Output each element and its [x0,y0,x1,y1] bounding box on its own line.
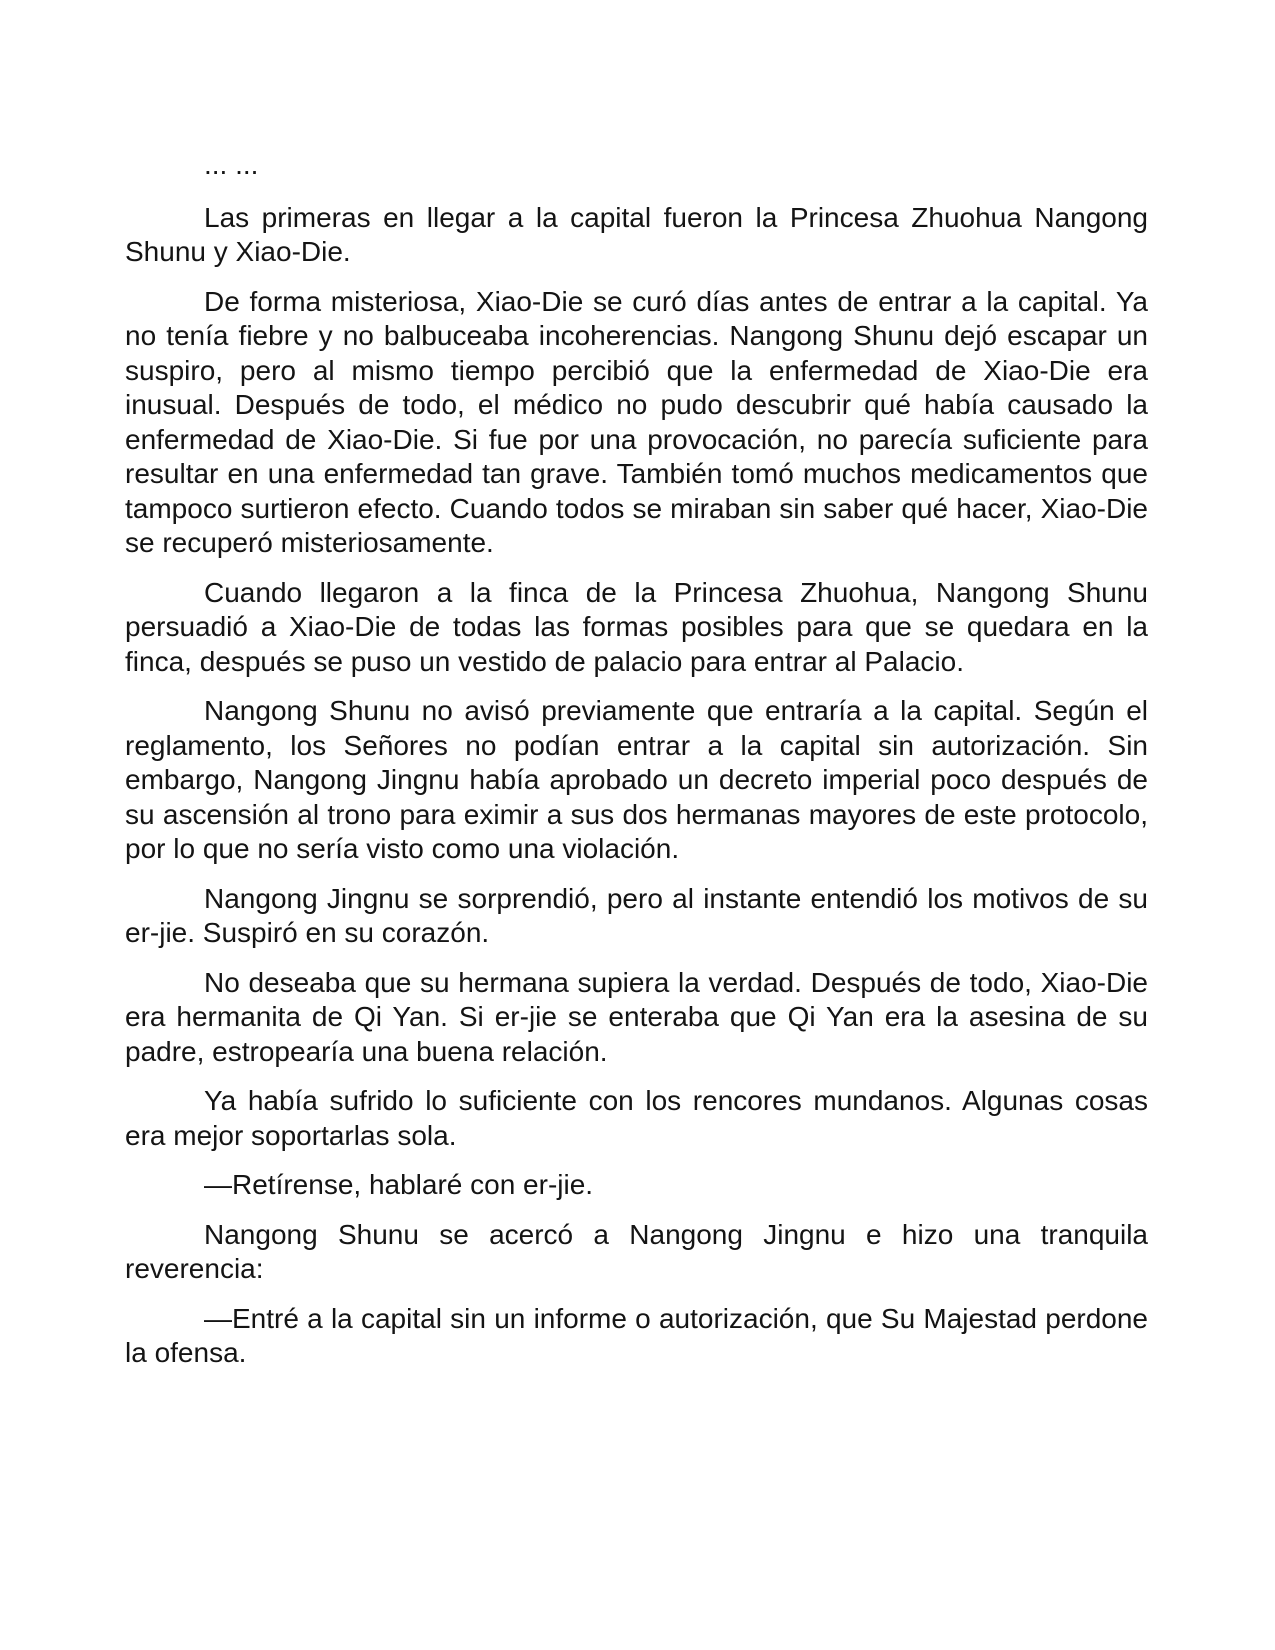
document-body [125,148,1148,1371]
paragraph-dialogue: —Entré a la capital sin un informe o autorización, que Su Majestad perdone la ofensa. [125,1302,1148,1368]
paragraph-ellipsis: ... ... [204,149,259,180]
paragraph: No deseaba que su hermana supiera la verdad. Después de todo, Xiao-Die era hermanita de Qi Yan. Si er-jie se enteraba que Qi Yan era la asesina de su padre, estropearía una buena relación. [125,966,1148,1067]
paragraph: Cuando llegaron a la finca de la Princesa Zhuohua, Nangong Shunu persuadió a Xiao-Die de todas las formas posibles para que se quedara en la finca, después se puso un vestido de palacio para entrar al Palacio. [125,576,1148,677]
paragraph-dialogue: —Retírense, hablaré con er-jie. [204,1169,594,1200]
paragraph: Nangong Shunu no avisó previamente que entraría a la capital. Según el reglamento, los Señores no podían entrar a la capital sin autorización. Sin embargo, Nangong Jingnu había aprobado un decreto imperial poco después de su ascensión al trono para eximir a sus dos hermanas mayores de este protocolo, por lo que no sería visto como una violación. [125,695,1148,864]
paragraph: Las primeras en llegar a la capital fueron la Princesa Zhuohua Nangong Shunu y Xiao-Die. [125,201,1148,267]
paragraph: Ya había sufrido lo suficiente con los rencores mundanos. Algunas cosas era mejor soportarlas sola. [125,1085,1148,1151]
paragraph: Nangong Jingnu se sorprendió, pero al instante entendió los motivos de su er-jie. Suspiró en su corazón. [125,882,1148,948]
paragraph: De forma misteriosa, Xiao-Die se curó días antes de entrar a la capital. Ya no tenía fiebre y no balbuceaba incoherencias. Nangong Shunu dejó escapar un suspiro, pero al mismo tiempo percibió que la enfermedad de Xiao-Die era inusual. Después de todo, el médico no pudo descubrir qué había causado la enfermedad de Xiao-Die. Si fue por una provocación, no parecía suficiente para resultar en una enfermedad tan grave. También tomó muchos medicamentos que tampoco surtieron efecto. Cuando todos se miraban sin saber qué hacer, Xiao-Die se recuperó misteriosamente. [125,285,1148,558]
paragraph: Nangong Shunu se acercó a Nangong Jingnu e hizo una tranquila reverencia: [125,1218,1148,1284]
